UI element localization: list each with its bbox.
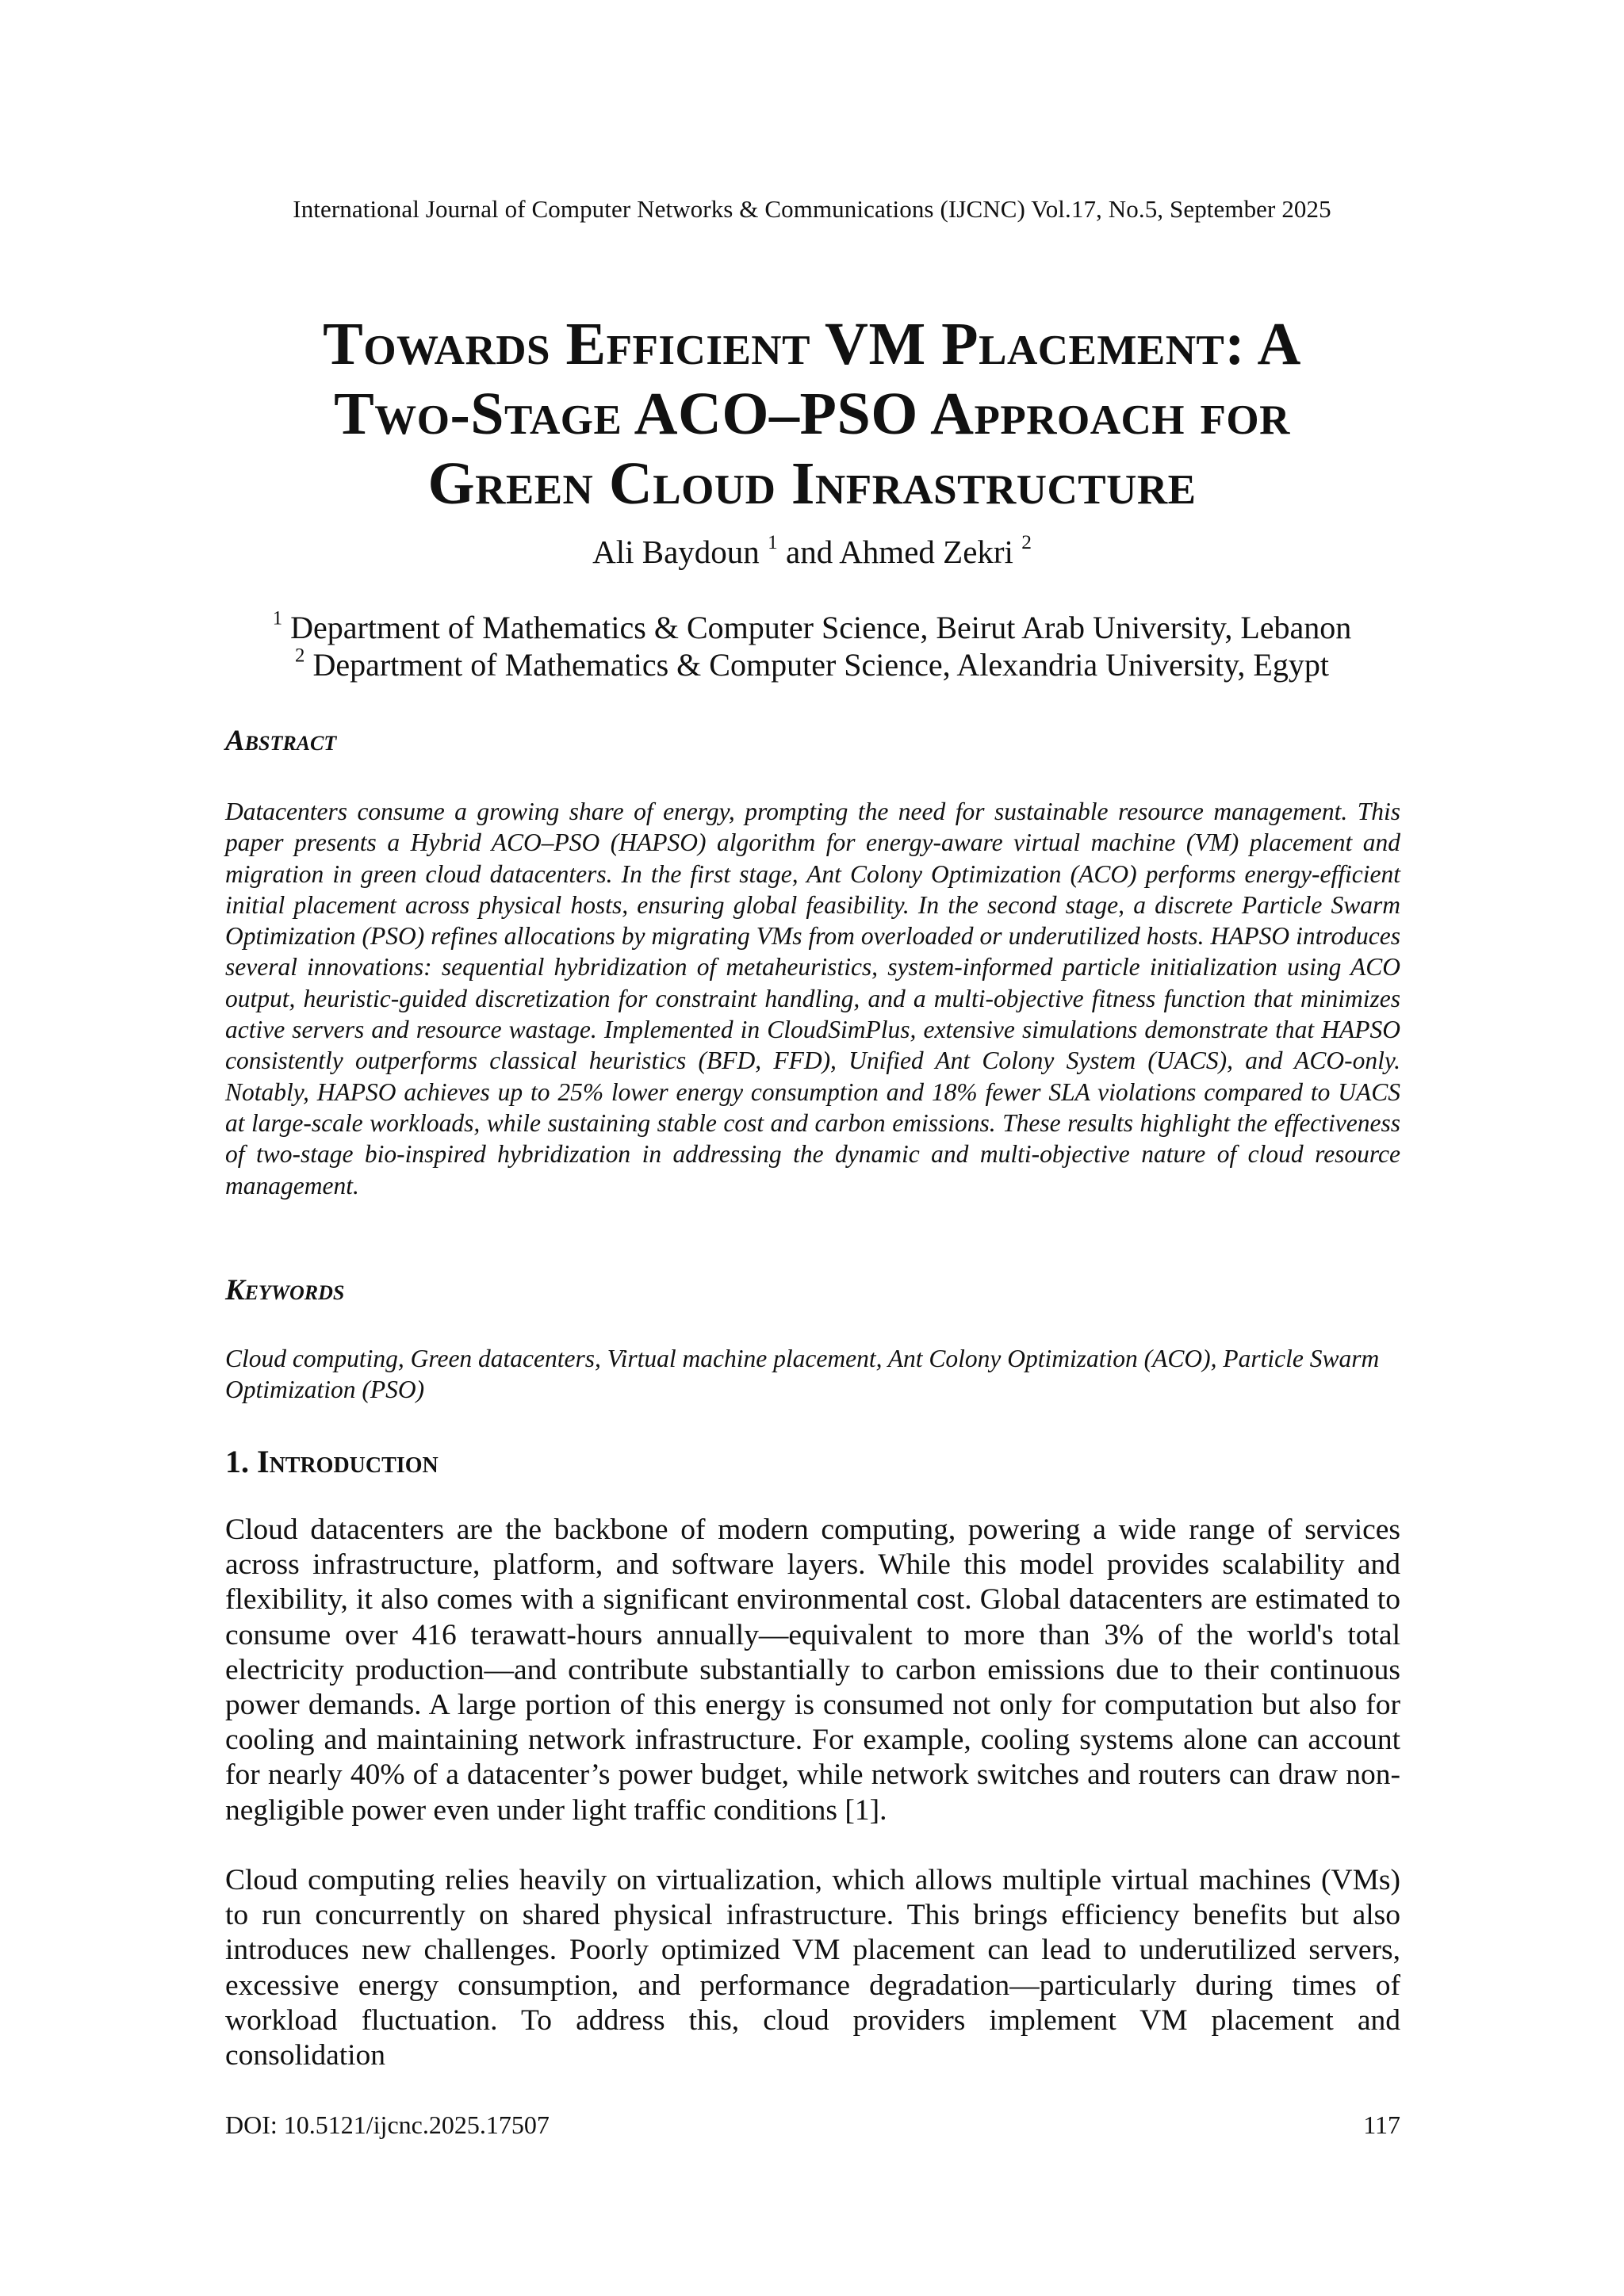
body-paragraph: Cloud datacenters are the backbone of modern computing, powering a wide range of services across infrastructure, platform, and software layers. While this model provides scalability and flexibility, it also comes with a significant environmental cost. Global datacenters are estimated to consume over 416 terawatt-hours annually—equivalent to more than 3% of the world's total electricity production—and contribute substantially to carbon emissions due to their continuous power demands. A large portion of this energy is consumed not only for computation but also for cooling and maintaining network infrastructure. For example, cooling systems alone can account for nearly 40% of a datacenter’s power budget, while network switches and routers can draw non-negligible power even under light traffic conditions [1]. <box>225 1513 1400 1827</box>
paper-title <box>159 309 1465 519</box>
author-connector: and <box>786 534 833 570</box>
introduction-heading: 1. Introduction <box>225 1444 439 1479</box>
running-head: International Journal of Computer Networks & Communications (IJCNC) Vol.17, No.5, September 2025 <box>293 195 1331 223</box>
author-affiliation-marker: 2 <box>1021 531 1032 554</box>
affiliation-1 <box>0 609 1624 646</box>
affiliation-text: Department of Mathematics & Computer Science, Beirut Arab University, Lebanon <box>290 610 1352 645</box>
abstract-body: Datacenters consume a growing share of energy, prompting the need for sustainable resource management. This paper presents a Hybrid ACO–PSO (HAPSO) algorithm for energy-aware virtual machine (VM) placement and migration in green cloud datacenters. In the first stage, Ant Colony Optimization (ACO) performs energy-efficient initial placement across physical hosts, ensuring global feasibility. In the second stage, a discrete Particle Swarm Optimization (PSO) refines allocations by migrating VMs from overloaded or underutilized hosts. HAPSO introduces several innovations: sequential hybridization of metaheuristics, system-informed particle initialization using ACO output, heuristic-guided discretization for constraint handling, and a multi-objective fitness function that minimizes active servers and resource wastage. Implemented in CloudSimPlus, extensive simulations demonstrate that HAPSO consistently outperforms classical heuristics (BFD, FFD), Unified Ant Colony System (UACS), and ACO-only. Notably, HAPSO achieves up to 25% lower energy consumption and 18% fewer SLA violations compared to UACS at large-scale workloads, while sustaining stable cost and carbon emissions. These results highlight the effectiveness of two-stage bio-inspired hybridization in addressing the dynamic and multi-objective nature of cloud resource management. <box>225 798 1400 1200</box>
body-paragraph: Cloud computing relies heavily on virtualization, which allows multiple virtual machines (VMs) to run concurrently on shared physical infrastructure. This brings efficiency benefits but also introduces new challenges. Poorly optimized VM placement can lead to underutilized servers, excessive energy consumption, and performance degradation—particularly during times of workload fluctuation. To address this, cloud providers implement VM placement and consolidation <box>225 1864 1400 2072</box>
affiliation-marker: 1 <box>272 607 283 629</box>
title-line-3: Green Cloud Infrastructure <box>427 450 1197 517</box>
abstract-heading: Abstract <box>225 725 337 757</box>
affiliation-marker: 2 <box>295 645 305 667</box>
title-line-2: Two-Stage ACO–PSO Approach for <box>334 381 1290 447</box>
page-number: 117 <box>1363 2110 1400 2139</box>
title-line-1: Towards Efficient VM Placement: A <box>323 311 1301 377</box>
author-list <box>0 533 1624 571</box>
keywords-heading: Keywords <box>225 1274 345 1307</box>
doi-footer: DOI: 10.5121/ijcnc.2025.17507 <box>225 2110 550 2139</box>
affiliation-text: Department of Mathematics & Computer Science, Alexandria University, Egypt <box>312 647 1329 683</box>
author-affiliation-marker: 1 <box>768 531 778 554</box>
author-name: Ahmed Zekri <box>839 534 1013 570</box>
affiliation-2 <box>0 646 1624 683</box>
author-name: Ali Baydoun <box>592 534 760 570</box>
keywords-body: Cloud computing, Green datacenters, Virtual machine placement, Ant Colony Optimization (ACO), Particle Swarm Optimization (PSO) <box>225 1345 1380 1404</box>
